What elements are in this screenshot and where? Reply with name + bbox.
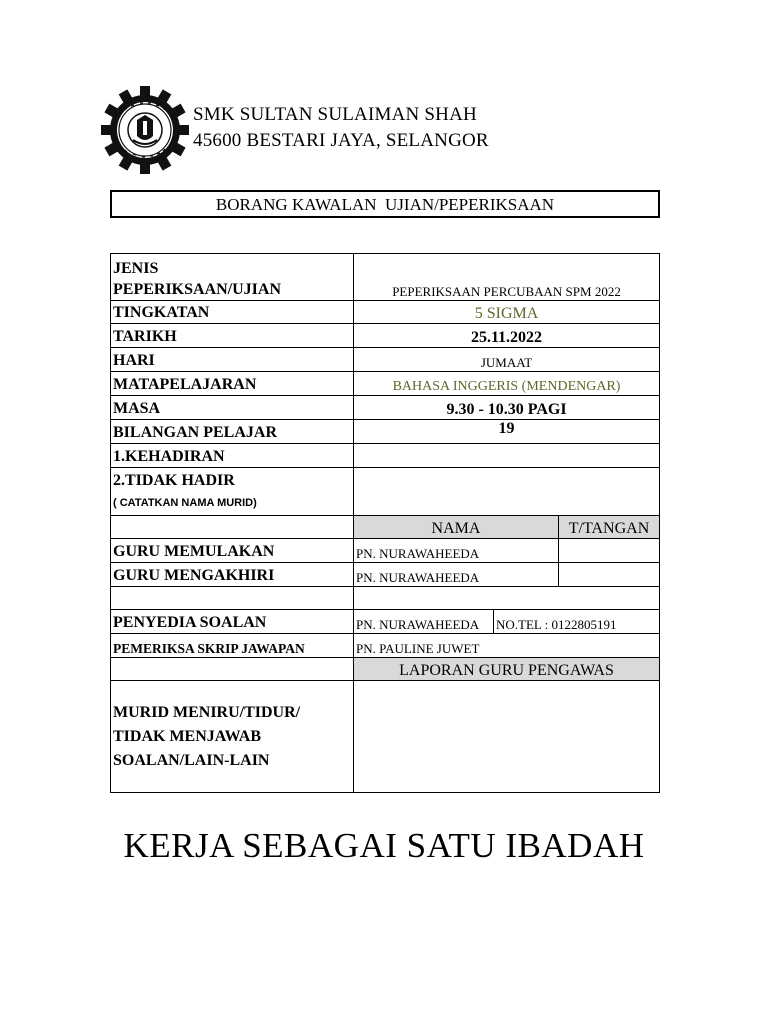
- penyedia-notel: NO.TEL : 0122805191: [494, 610, 660, 634]
- masa-label: MASA: [111, 396, 354, 420]
- murid-label-cell: [111, 681, 354, 793]
- jenis-value: PEPERIKSAAN PERCUBAAN SPM 2022: [354, 254, 660, 301]
- row-nama-header: [111, 516, 660, 539]
- kehadiran-value: [354, 444, 660, 468]
- blank-cell-2: [354, 587, 660, 610]
- jenis-label-cell: [111, 254, 354, 301]
- row-guru-memulakan: [111, 539, 660, 563]
- row-matapelajaran: [111, 372, 660, 396]
- row-tingkatan: [111, 301, 660, 324]
- row-laporan-header: [111, 658, 660, 681]
- row-guru-mengakhiri: [111, 563, 660, 587]
- tingkatan-label: TINGKATAN: [111, 301, 354, 324]
- bilangan-label: BILANGAN PELAJAR: [111, 420, 354, 444]
- school-address: 45600 BESTARI JAYA, SELANGOR: [193, 130, 489, 151]
- guru-akhir-value: PN. NURAWAHEEDA: [354, 563, 559, 587]
- tidak-hadir-label-cell: [111, 468, 354, 516]
- row-penyedia: [111, 610, 660, 634]
- row-blank: [111, 587, 660, 610]
- control-form-table: [110, 253, 660, 793]
- hari-value: JUMAAT: [354, 348, 660, 372]
- form-title: BORANG KAWALAN UJIAN/PEPERIKSAAN: [110, 190, 660, 218]
- tarikh-value: 25.11.2022: [354, 324, 660, 348]
- row-tarikh: [111, 324, 660, 348]
- bilangan-value: 19: [354, 420, 660, 444]
- row-murid-laporan: [111, 681, 660, 793]
- matapelajaran-value: BAHASA INGGERIS (MENDENGAR): [354, 372, 660, 396]
- murid-label-line1: MURID MENIRU/TIDUR/: [113, 703, 301, 721]
- row-tidak-hadir: [111, 468, 660, 516]
- nama-header-blank: [111, 516, 354, 539]
- tangan-header: T/TANGAN: [559, 516, 660, 539]
- penyedia-value: PN. NURAWAHEEDA: [354, 610, 494, 634]
- guru-mula-label: GURU MEMULAKAN: [111, 539, 354, 563]
- jenis-label-line1: JENIS: [113, 260, 159, 277]
- row-hari: [111, 348, 660, 372]
- penyedia-label: PENYEDIA SOALAN: [111, 610, 354, 634]
- hari-label: HARI: [111, 348, 354, 372]
- matapelajaran-label: MATAPELAJARAN: [111, 372, 354, 396]
- tidak-hadir-value: [354, 468, 660, 516]
- row-masa: [111, 396, 660, 420]
- row-pemeriksa: [111, 634, 660, 658]
- pemeriksa-label: PEMERIKSA SKRIP JAWAPAN: [111, 634, 354, 658]
- tidak-hadir-label: 2.TIDAK HADIR: [113, 472, 235, 489]
- laporan-header-blank: [111, 658, 354, 681]
- blank-cell-1: [111, 587, 354, 610]
- tarikh-label: TARIKH: [111, 324, 354, 348]
- row-kehadiran: [111, 444, 660, 468]
- row-jenis: [111, 254, 660, 301]
- murid-label-line3: SOALAN/LAIN-LAIN: [113, 751, 270, 769]
- laporan-header: LAPORAN GURU PENGAWAS: [354, 658, 660, 681]
- kehadiran-label: 1.KEHADIRAN: [111, 444, 354, 468]
- pemeriksa-value: PN. PAULINE JUWET: [354, 634, 660, 658]
- motto: KERJA SEBAGAI SATU IBADAH: [123, 826, 645, 865]
- murid-laporan-value: [354, 681, 660, 793]
- jenis-label-line2: PEPERIKSAAN/UJIAN: [113, 281, 282, 298]
- nama-header: NAMA: [354, 516, 559, 539]
- guru-akhir-signature: [559, 563, 660, 587]
- tingkatan-value: 5 SIGMA: [354, 301, 660, 324]
- row-bilangan: [111, 420, 660, 444]
- school-name: SMK SULTAN SULAIMAN SHAH: [193, 104, 477, 125]
- guru-akhir-label: GURU MENGAKHIRI: [111, 563, 354, 587]
- masa-value: 9.30 - 10.30 PAGI: [354, 396, 660, 420]
- murid-label-line2: TIDAK MENJAWAB: [113, 727, 262, 745]
- guru-mula-signature: [559, 539, 660, 563]
- tidak-hadir-note: ( CATATKAN NAMA MURID): [113, 497, 257, 509]
- guru-mula-value: PN. NURAWAHEEDA: [354, 539, 559, 563]
- school-crest-logo: [100, 85, 190, 175]
